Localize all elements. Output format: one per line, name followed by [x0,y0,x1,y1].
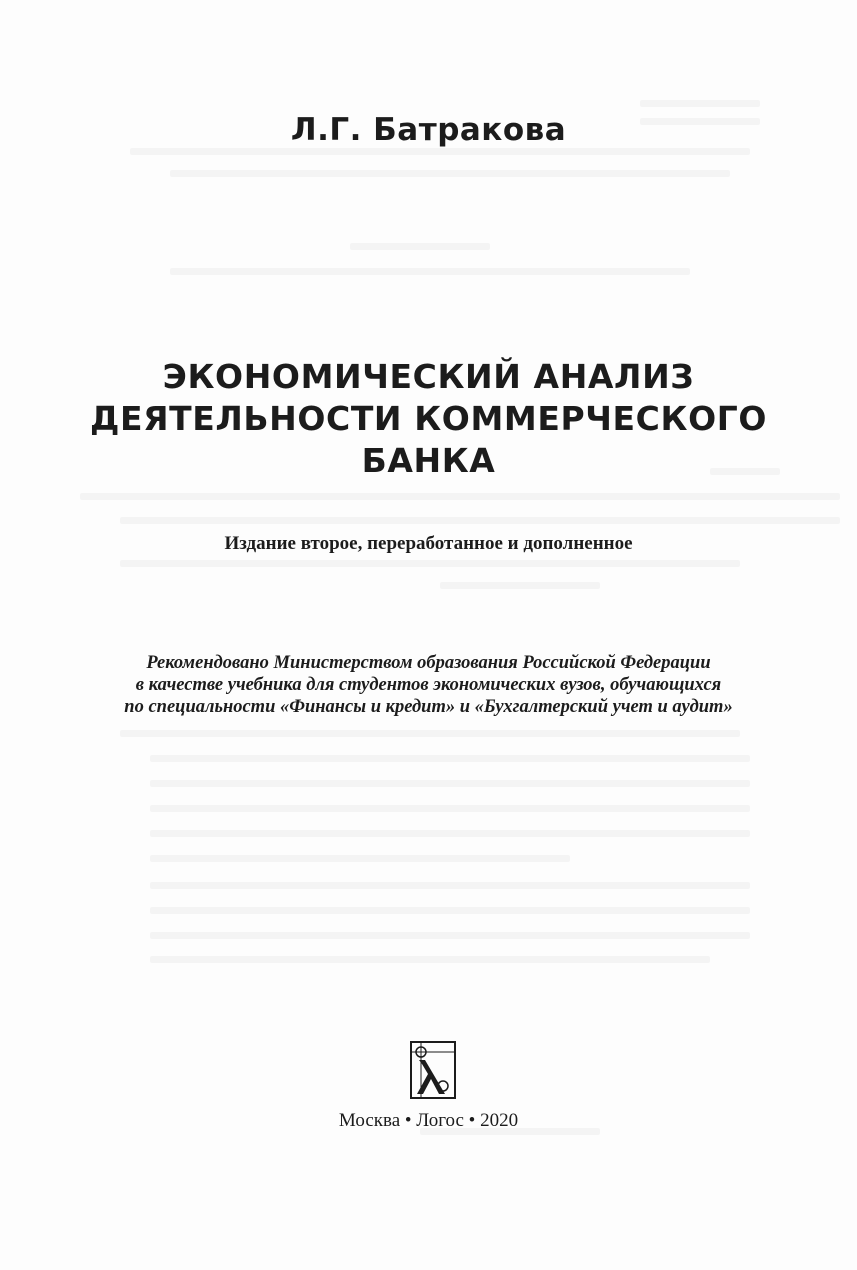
bleed-through-line [80,493,840,500]
book-title [0,356,857,482]
book-title-line: БАНКА [361,441,496,480]
edition-note: Издание второе, переработанное и дополненное [224,533,633,554]
book-author: Л.Г. Батракова [290,112,567,148]
bleed-through-line [150,780,750,787]
bleed-through-line [150,755,750,762]
bleed-through-line [150,907,750,914]
recommendation-line: в качестве учебника для студентов экономических вузов, обучающихся [135,675,722,695]
bleed-through-line [120,517,840,524]
bleed-through-line [170,170,730,177]
bleed-through-line [350,243,490,250]
bleed-through-line [170,268,690,275]
bleed-through-line [150,805,750,812]
bleed-through-line [150,830,750,837]
book-title-line: ДЕЯТЕЛЬНОСТИ КОММЕРЧЕСКОГО [89,399,768,438]
bleed-through-line [150,956,710,963]
recommendation-line: Рекомендовано Министерством образования Российской Федерации [146,653,711,673]
bleed-through-line [440,582,600,589]
bleed-through-line [120,560,740,567]
bleed-through-line [150,882,750,889]
recommendation-line: по специальности «Финансы и кредит» и «Бухгалтерский учет и аудит» [124,697,733,717]
bleed-through-line [130,148,750,155]
publisher-imprint: Москва • Логос • 2020 [338,1110,519,1131]
book-title-line: ЭКОНОМИЧЕСКИЙ АНАЛИЗ [162,357,695,396]
lambda-logo-icon [409,1040,457,1100]
recommendation-block [0,652,857,718]
bleed-through-line [150,855,570,862]
bleed-through-line [120,730,740,737]
bleed-through-line [640,100,760,107]
bleed-through-line [150,932,750,939]
